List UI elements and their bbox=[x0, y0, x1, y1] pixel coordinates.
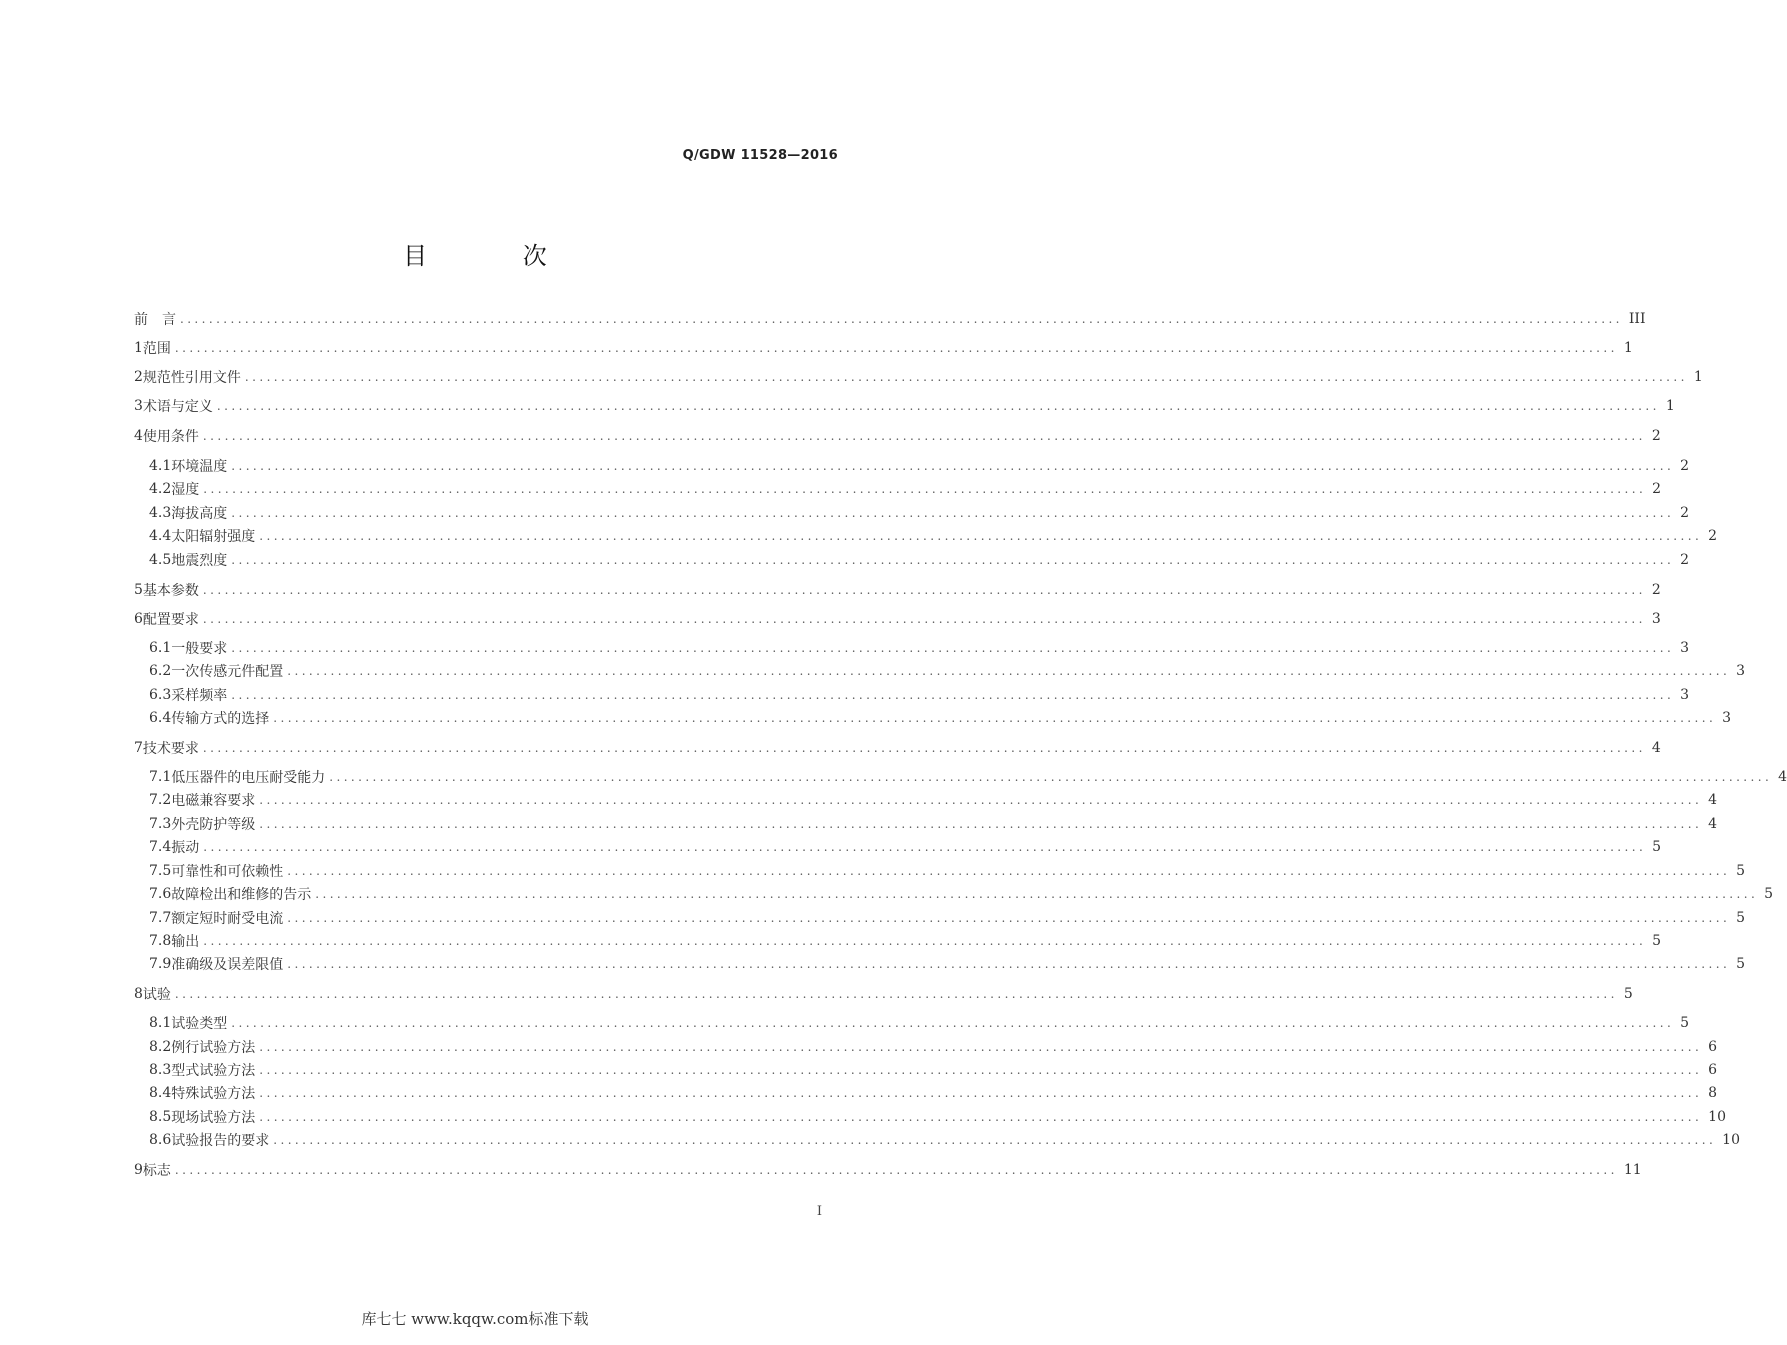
toc-entry-label: 额定短时耐受电流 bbox=[171, 911, 284, 927]
toc-entry-number: 3 bbox=[134, 398, 143, 414]
toc-entry-number: 8.1 bbox=[149, 1015, 172, 1031]
toc-dot-leader: ........................................................................................................................................................................................................ bbox=[231, 553, 1675, 567]
toc-entry-label: 试验报告的要求 bbox=[171, 1133, 270, 1149]
toc-entry-page: 3 bbox=[1680, 640, 1690, 656]
toc-entry-page: 3 bbox=[1736, 663, 1746, 679]
toc-dot-leader: ........................................................................................................................................................................................................ bbox=[259, 1063, 1703, 1077]
toc-entry-number: 8.5 bbox=[149, 1109, 172, 1125]
toc-entry[interactable] bbox=[134, 395, 1675, 417]
toc-dot-leader: ........................................................................................................................................................................................................ bbox=[259, 817, 1703, 831]
toc-entry[interactable] bbox=[134, 608, 1661, 630]
toc-entry[interactable] bbox=[134, 525, 1718, 547]
toc-entry-label: 配置要求 bbox=[142, 612, 199, 628]
toc-entry-label: 前 言 bbox=[134, 312, 176, 328]
toc-entry[interactable] bbox=[134, 549, 1690, 571]
toc-dot-leader: ........................................................................................................................................................................................................ bbox=[203, 840, 1647, 854]
toc-entry-page: 2 bbox=[1652, 481, 1662, 497]
toc-entry[interactable] bbox=[134, 1106, 1726, 1128]
toc-entry-page: 10 bbox=[1708, 1109, 1726, 1125]
page-number: I bbox=[816, 1204, 822, 1219]
toc-entry-page: 5 bbox=[1680, 1015, 1690, 1031]
toc-entry-page: 1 bbox=[1693, 369, 1703, 385]
toc-dot-leader: ........................................................................................................................................................................................................ bbox=[231, 688, 1675, 702]
toc-entry-page: 5 bbox=[1736, 863, 1746, 879]
toc-entry-page: 3 bbox=[1651, 611, 1661, 627]
toc-entry-page: 4 bbox=[1708, 816, 1718, 832]
toc-dot-leader: ........................................................................................................................................................................................................ bbox=[273, 711, 1717, 725]
toc-entry-page: 4 bbox=[1651, 740, 1661, 756]
toc-entry[interactable] bbox=[134, 308, 1646, 330]
toc-entry-page: 1 bbox=[1623, 340, 1633, 356]
toc-entry-label: 一般要求 bbox=[171, 641, 228, 657]
toc-entry[interactable] bbox=[134, 1082, 1718, 1104]
toc-entry-number: 7.5 bbox=[149, 863, 172, 879]
toc-entry-page: 2 bbox=[1651, 428, 1661, 444]
toc-entry-number: 4.4 bbox=[149, 528, 172, 544]
toc-entry-label: 技术要求 bbox=[142, 741, 199, 757]
toc-entry[interactable] bbox=[134, 1059, 1718, 1081]
toc-entry[interactable] bbox=[134, 813, 1718, 835]
toc-entry[interactable] bbox=[134, 907, 1746, 929]
toc-entry-label: 湿度 bbox=[171, 482, 200, 498]
toc-entry-label: 采样频率 bbox=[171, 688, 228, 704]
toc-entry-number: 9 bbox=[134, 1162, 143, 1178]
toc-entry[interactable] bbox=[134, 478, 1662, 500]
toc-entry-page: 5 bbox=[1736, 956, 1746, 972]
toc-entry-label: 基本参数 bbox=[142, 583, 199, 599]
toc-entry-number: 7.8 bbox=[149, 933, 172, 949]
toc-dot-leader: ........................................................................................................................................................................................................ bbox=[202, 612, 1646, 626]
toc-entry[interactable] bbox=[134, 425, 1661, 447]
toc-entry-label: 环境温度 bbox=[171, 459, 228, 475]
toc-entry-number: 4.2 bbox=[149, 481, 172, 497]
toc-entry-number: 6.4 bbox=[149, 710, 172, 726]
toc-entry-page: 5 bbox=[1736, 910, 1746, 926]
toc-entry-number: 1 bbox=[134, 340, 143, 356]
toc-dot-leader: ........................................................................................................................................................................................................ bbox=[259, 1086, 1703, 1100]
toc-entry[interactable] bbox=[134, 1036, 1718, 1058]
toc-entry-page: 3 bbox=[1722, 710, 1732, 726]
toc-entry-label: 可靠性和可依赖性 bbox=[171, 864, 284, 880]
toc-entry[interactable] bbox=[134, 836, 1662, 858]
toc-dot-leader: ........................................................................................................................................................................................................ bbox=[244, 370, 1688, 384]
toc-entry-page: 11 bbox=[1623, 1162, 1642, 1178]
toc-entry[interactable] bbox=[134, 660, 1746, 682]
toc-entry-label: 术语与定义 bbox=[142, 399, 213, 415]
toc-dot-leader: ........................................................................................................................................................................................................ bbox=[287, 664, 1731, 678]
toc-entry-page: 4 bbox=[1708, 792, 1718, 808]
toc-entry-number: 8.3 bbox=[149, 1062, 172, 1078]
toc-entry-label: 电磁兼容要求 bbox=[171, 793, 256, 809]
toc-dot-leader: ........................................................................................................................................................................................................ bbox=[259, 1040, 1703, 1054]
footer-watermark: 库七七 www.kqqw.com标准下载 bbox=[361, 1310, 589, 1328]
toc-entry[interactable] bbox=[134, 1012, 1690, 1034]
toc-entry[interactable] bbox=[134, 789, 1718, 811]
toc-dot-leader: ........................................................................................................................................................................................................ bbox=[202, 741, 1646, 755]
toc-entry[interactable] bbox=[134, 366, 1703, 388]
toc-entry-page: 3 bbox=[1680, 687, 1690, 703]
toc-dot-leader: ........................................................................................................................................................................................................ bbox=[231, 641, 1675, 655]
toc-entry-number: 7.2 bbox=[149, 792, 172, 808]
toc-dot-leader: ........................................................................................................................................................................................................ bbox=[231, 506, 1675, 520]
toc-entry-number: 8.4 bbox=[149, 1085, 172, 1101]
toc-entry-label: 现场试验方法 bbox=[171, 1110, 256, 1126]
toc-entry-page: 1 bbox=[1665, 398, 1675, 414]
toc-dot-leader: ........................................................................................................................................................................................................ bbox=[203, 934, 1647, 948]
toc-entry-number: 6 bbox=[134, 611, 143, 627]
toc-dot-leader: ........................................................................................................................................................................................................ bbox=[287, 957, 1731, 971]
toc-entry-number: 4 bbox=[134, 428, 143, 444]
toc-entry-page: 8 bbox=[1708, 1085, 1718, 1101]
toc-entry-page: 5 bbox=[1652, 839, 1662, 855]
toc-entry-label: 规范性引用文件 bbox=[142, 370, 241, 386]
toc-entry-number: 6.3 bbox=[149, 687, 172, 703]
toc-dot-leader: ........................................................................................................................................................................................................ bbox=[202, 429, 1646, 443]
toc-entry[interactable] bbox=[134, 707, 1732, 729]
toc-entry-number: 4.3 bbox=[149, 505, 172, 521]
toc-entry[interactable] bbox=[134, 860, 1746, 882]
toc-entry-label: 例行试验方法 bbox=[171, 1040, 256, 1056]
toc-entry-label: 太阳辐射强度 bbox=[171, 529, 256, 545]
toc-dot-leader: ........................................................................................................................................................................................................ bbox=[231, 459, 1675, 473]
toc-entry[interactable] bbox=[134, 883, 1774, 905]
toc-entry-page: 5 bbox=[1623, 986, 1633, 1002]
toc-entry-number: 6.2 bbox=[149, 663, 172, 679]
toc-entry-page: 4 bbox=[1778, 769, 1787, 785]
toc-entry-number: 2 bbox=[134, 369, 143, 385]
toc-entry-page: 2 bbox=[1680, 458, 1690, 474]
toc-dot-leader: ........................................................................................................................................................................................................ bbox=[180, 312, 1623, 326]
toc-entry-label: 一次传感元件配置 bbox=[171, 664, 284, 680]
toc-entry-number: 7.7 bbox=[149, 910, 172, 926]
toc-entry-number: 4.1 bbox=[149, 458, 172, 474]
toc-entry-page: 5 bbox=[1652, 933, 1662, 949]
toc-entry[interactable] bbox=[134, 737, 1661, 759]
toc-entry-page: 2 bbox=[1680, 552, 1690, 568]
toc-entry-number: 4.5 bbox=[149, 552, 172, 568]
toc-entry-label: 低压器件的电压耐受能力 bbox=[171, 770, 326, 786]
toc-dot-leader: ........................................................................................................................................................................................................ bbox=[203, 482, 1647, 496]
toc-dot-leader: ........................................................................................................................................................................................................ bbox=[273, 1133, 1717, 1147]
toc-dot-leader: ........................................................................................................................................................................................................ bbox=[315, 887, 1759, 901]
toc-entry-label: 地震烈度 bbox=[171, 553, 228, 569]
toc-entry[interactable] bbox=[134, 455, 1690, 477]
toc-entry[interactable] bbox=[134, 579, 1661, 601]
toc-entry-page: 6 bbox=[1708, 1062, 1718, 1078]
document-code: Q/GDW 11528—2016 bbox=[682, 148, 838, 163]
toc-entry[interactable] bbox=[134, 766, 1787, 788]
toc-entry-label: 故障检出和维修的告示 bbox=[171, 887, 312, 903]
toc-entry-label: 振动 bbox=[171, 840, 200, 856]
toc-dot-leader: ........................................................................................................................................................................................................ bbox=[174, 1163, 1618, 1177]
toc-entry-label: 海拔高度 bbox=[171, 506, 228, 522]
toc-entry-label: 输出 bbox=[171, 934, 200, 950]
toc-dot-leader: ........................................................................................................................................................................................................ bbox=[259, 793, 1703, 807]
toc-entry-number: 7.6 bbox=[149, 886, 172, 902]
toc-entry-number: 7.3 bbox=[149, 816, 172, 832]
toc-entry-number: 7 bbox=[134, 740, 143, 756]
toc-entry-label: 范围 bbox=[142, 341, 171, 357]
toc-entry[interactable] bbox=[134, 502, 1690, 524]
toc-dot-leader: ........................................................................................................................................................................................................ bbox=[231, 1016, 1675, 1030]
toc-dot-leader: ........................................................................................................................................................................................................ bbox=[174, 341, 1618, 355]
toc-dot-leader: ........................................................................................................................................................................................................ bbox=[287, 864, 1731, 878]
toc-entry-page: 2 bbox=[1651, 582, 1661, 598]
toc-entry[interactable] bbox=[134, 684, 1690, 706]
toc-entry-number: 8 bbox=[134, 986, 143, 1002]
toc-entry-page: 2 bbox=[1680, 505, 1690, 521]
toc-dot-leader: ........................................................................................................................................................................................................ bbox=[202, 583, 1646, 597]
toc-entry-page: 2 bbox=[1708, 528, 1718, 544]
toc-entry-label: 试验 bbox=[142, 987, 171, 1003]
toc-entry[interactable] bbox=[134, 337, 1633, 359]
toc-dot-leader: ........................................................................................................................................................................................................ bbox=[329, 770, 1773, 784]
toc-entry-page: 5 bbox=[1764, 886, 1774, 902]
toc-entry-page: III bbox=[1628, 311, 1646, 327]
toc-entry-label: 使用条件 bbox=[142, 429, 199, 445]
toc-title: 目 次 bbox=[403, 242, 591, 270]
toc-entry[interactable] bbox=[134, 930, 1662, 952]
toc-entry-number: 6.1 bbox=[149, 640, 172, 656]
toc-entry[interactable] bbox=[134, 1159, 1642, 1181]
toc-entry-label: 准确级及误差限值 bbox=[171, 957, 284, 973]
toc-entry-label: 特殊试验方法 bbox=[171, 1086, 256, 1102]
toc-entry-number: 7.9 bbox=[149, 956, 172, 972]
toc-entry-label: 试验类型 bbox=[171, 1016, 228, 1032]
toc-entry[interactable] bbox=[134, 983, 1633, 1005]
toc-entry-number: 8.2 bbox=[149, 1039, 172, 1055]
toc-entry[interactable] bbox=[134, 953, 1746, 975]
toc-entry[interactable] bbox=[134, 1129, 1740, 1151]
toc-entry-number: 7.4 bbox=[149, 839, 172, 855]
toc-dot-leader: ........................................................................................................................................................................................................ bbox=[174, 987, 1618, 1001]
toc-entry[interactable] bbox=[134, 637, 1690, 659]
toc-entry-label: 型式试验方法 bbox=[171, 1063, 256, 1079]
toc-entry-label: 传输方式的选择 bbox=[171, 711, 270, 727]
toc-entry-label: 外壳防护等级 bbox=[171, 817, 256, 833]
toc-dot-leader: ........................................................................................................................................................................................................ bbox=[259, 1110, 1703, 1124]
toc-entry-number: 7.1 bbox=[149, 769, 172, 785]
toc-entry-label: 标志 bbox=[142, 1163, 171, 1179]
toc-entry-page: 10 bbox=[1722, 1132, 1740, 1148]
toc-entry-number: 8.6 bbox=[149, 1132, 172, 1148]
toc-dot-leader: ........................................................................................................................................................................................................ bbox=[287, 911, 1731, 925]
toc-entry-number: 5 bbox=[134, 582, 143, 598]
toc-entry-page: 6 bbox=[1708, 1039, 1718, 1055]
toc-dot-leader: ........................................................................................................................................................................................................ bbox=[216, 399, 1660, 413]
toc-dot-leader: ........................................................................................................................................................................................................ bbox=[259, 529, 1703, 543]
